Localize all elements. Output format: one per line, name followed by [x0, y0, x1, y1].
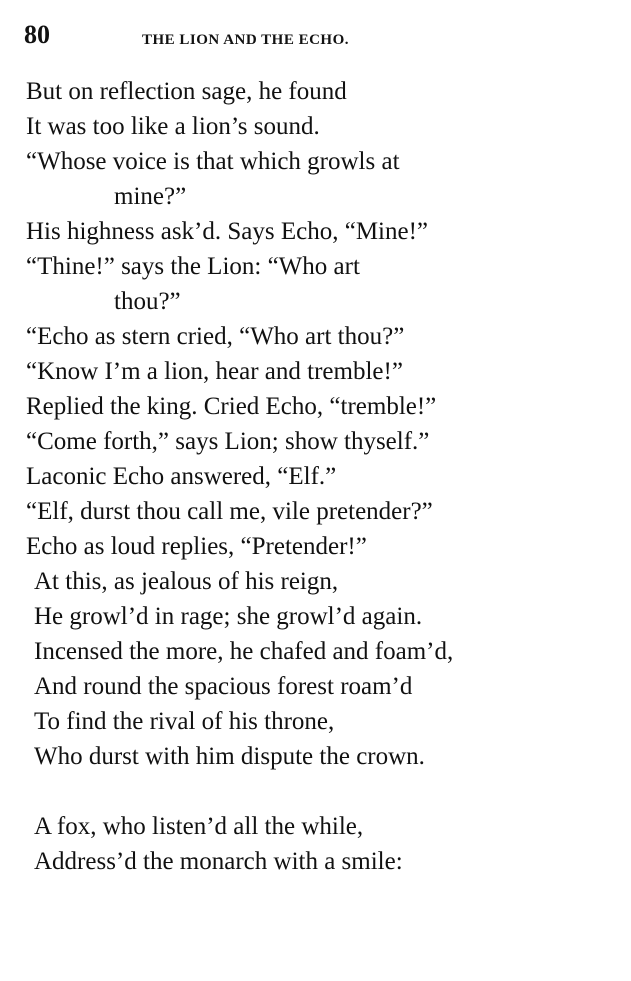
verse-line: His highness ask’d. Says Echo, “Mine!”	[26, 218, 429, 245]
verse-line: Who durst with him dispute the crown.	[34, 743, 425, 770]
verse-line: He growl’d in rage; she growl’d again.	[34, 603, 423, 630]
verse-line-continuation: thou?”	[114, 288, 181, 315]
verse-line: “Thine!” says the Lion: “Who art	[26, 253, 360, 280]
verse-line: It was too like a lion’s sound.	[26, 113, 320, 140]
verse-line: A fox, who listen’d all the while,	[34, 813, 364, 840]
verse-line: Incensed the more, he chafed and foam’d,	[34, 638, 454, 665]
poem-body	[26, 74, 616, 879]
page-number: 80	[24, 20, 50, 49]
stanza-2	[26, 809, 616, 879]
verse-line: To find the rival of his throne,	[34, 708, 335, 735]
verse-line-continuation: mine?”	[114, 183, 187, 210]
verse-line: At this, as jealous of his reign,	[34, 568, 339, 595]
verse-line: “Come forth,” says Lion; show thyself.”	[26, 428, 430, 455]
verse-line: Replied the king. Cried Echo, “tremble!”	[26, 393, 437, 420]
running-title: THE LION AND THE ECHO.	[142, 32, 350, 48]
verse-line: Echo as loud replies, “Pretender!”	[26, 533, 367, 560]
verse-line: “Elf, durst thou call me, vile pretender?”	[26, 498, 433, 525]
stanza-1	[26, 74, 616, 774]
verse-line: But on reflection sage, he found	[26, 78, 347, 105]
verse-line: Address’d the monarch with a smile:	[34, 848, 403, 875]
verse-line: “Know I’m a lion, hear and tremble!”	[26, 358, 403, 385]
stanza-break	[26, 774, 616, 809]
verse-line: “Whose voice is that which growls at	[26, 148, 400, 175]
verse-line: “Echo as stern cried, “Who art thou?”	[26, 323, 405, 350]
verse-line: And round the spacious forest roam’d	[34, 673, 413, 700]
verse-line: Laconic Echo answered, “Elf.”	[26, 463, 337, 490]
